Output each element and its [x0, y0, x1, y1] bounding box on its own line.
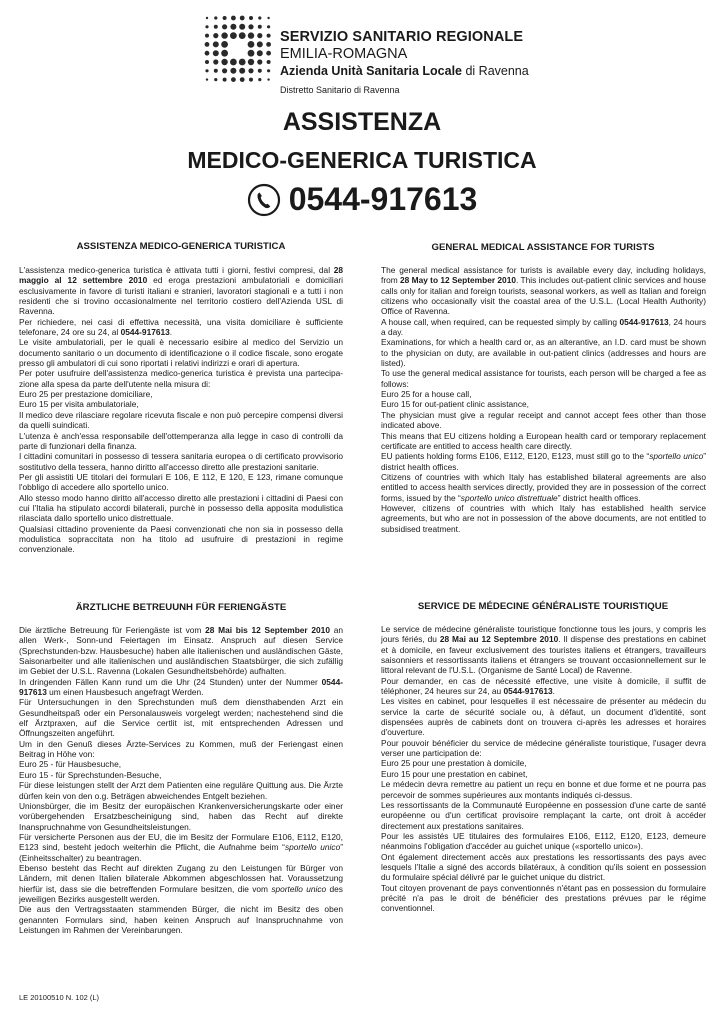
- section-body-english: [381, 265, 706, 534]
- paragraph: Euro 25 - für Hausbesuche,: [19, 759, 122, 770]
- org-name-line3-rest: di Ravenna: [462, 64, 529, 78]
- paragraph: Per gli assistiti UE titolari dei formulari E 106, E 112, E 120, E 123, rimane comunque l'obbligo di accedere allo sportello unico.: [19, 471, 343, 493]
- dot-grid-logo-icon: [203, 14, 273, 84]
- paragraph: Für versicherte Personen aus der EU, die im Besitz der Formulare E106, E112, E120, E123 sind, besteht jedoch weiterhin die Pflicht, die Aufnahme beim “sportello unico” (Einheitsschalter) zu beantragen.: [19, 831, 343, 863]
- org-name-line2: EMILIA-ROMAGNA: [280, 46, 408, 62]
- section-body-german: [19, 625, 343, 935]
- paragraph: Le visite ambulatoriali, per le quali è necessario esibire al medico del Servizio un documento sanitario o un documento di identificazione o il codice fiscale, sono erogate presso gli ambulatori di cui sono riportati i relativi indirizzi e orari di apertura.: [19, 337, 343, 369]
- org-name-line3: [280, 64, 529, 78]
- phone-number: 0544-917613: [288, 181, 478, 217]
- paragraph: Ebenso besteht das Recht auf direkten Zugang zu den Leistungen für Bürger von Ländern, mit denen Italien bilaterale Abkommen abgeschlossen hat. Voraussetzung hierfür ist, dass sie die betreffenden Formulare besitzen, die vom sportello unico des jeweiligen Bezirks ausgestellt werden.: [19, 862, 343, 904]
- paragraph: Euro 25 per prestazione domiciliare,: [19, 389, 153, 400]
- document-code: LE 20100510 N. 102 (L): [19, 993, 100, 1002]
- page-title-line1: ASSISTENZA: [282, 108, 442, 136]
- phone-banner: [0, 181, 724, 218]
- paragraph: Pour demander, en cas de nécessité effective, une visite à domicile, il suffit de téléphoner, 24 heures sur 24, au 0544-917613.: [381, 675, 706, 697]
- paragraph: The general medical assistance for turists is available every day, including holidays, from 28 May to 12 September 2010. This includes out-patient clinic services and house calls only for italian and foreign tourists, seasonal workers, as well as Italian and foreign citizens who occasionally visit the coastal area of the U.S.L. (Local Health Authority) Office of Ravenna.: [381, 265, 707, 317]
- paragraph: The physician must give a regular receipt and cannot accept fees other than those indicated above.: [381, 409, 706, 431]
- section-heading-italian: ASSISTENZA MEDICO-GENERICA TURISTICA: [76, 241, 286, 252]
- paragraph: Allo stesso modo hanno diritto all'accesso diretto alle prestazioni i cittadini di Paesi con cui l'Italia ha stipulato accordi bilaterali, purchè in possesso della apposita modulistica rilasciata dallo sportello unico distrettuale.: [19, 492, 343, 524]
- paragraph: Euro 15 for out-patient clinic assistance,: [381, 399, 529, 410]
- section-body-italian: [19, 265, 343, 555]
- paragraph: L'assistenza medico-generica turistica è attivata tutti i giorni, festivi compresi, dal 28 maggio al 12 settembre 2010 ed eroga prestazioni ambulatoriali e domiciliari esclusivamente in favore di turisti italiani e stranieri, lavoratori stagionali e a tutti i non residenti che si trovino occasionalmente nel territorio costiero dell'Azienda USL di Ravenna.: [19, 265, 344, 317]
- paragraph: Unionsbürger, die im Besitz der europäischen Krankenversicherungskarte oder einer vorübergehenden Ersatzbescheinigung sind, haben das Recht auf direkte Inanspruchnahme von Gesundheitsleistungen.: [19, 800, 343, 832]
- paragraph: Für Untersuchungen in den Sprechstunden muß dem diensthabenden Arzt ein Gesundheitspaß oder ein Personalausweis vorgelegt werden; nachestehend sind die elf Ärztpraxen, auf die Service certlit ist, mit entsprechenden Adressen und Öffnungszeiten angeführt.: [19, 697, 343, 739]
- paragraph: Für diese leistungen stellt der Arzt dem Patienten eine reguläre Quittung aus. Die Ärzte dürfen kein von den o.g. Beträgen abweichendes Entgelt beziehen.: [19, 780, 343, 801]
- paragraph: Euro 15 per visita ambulatoriale,: [19, 399, 139, 410]
- paragraph: Die aus den Vertragsstaaten stammenden Bürger, die nicht im Besitz des oben genannten Formulars sind, haben keinen Anspruch auf Inanspruchnahme von Leistungen im Rahmen der Vereinbarungen.: [19, 904, 343, 935]
- paragraph: Le médecin devra remettre au patient un reçu en bonne et due forme et ne pourra pas percevoir de sommes supérieures aux montants indiqués ci-dessus.: [381, 779, 706, 800]
- paragraph: This means that EU citizens holding a European health card or temporary replacement certificate are entitled to access health care directly.: [381, 430, 706, 451]
- paragraph: Die ärztliche Betreuung für Feriengäste ist vom 28 Mai bis 12 September 2010 an allen Werk-, Sonn-und Feiertagen im Einsatz. Anspruch auf diesen Service (Sprechstunden-bzw. Hausbesuche) haben alle italienischen und ausländischen Gäste, Saisonarbeiter und alle italienischen und ausländischen Staatsbürger, die sich zufällig im Gebiet der U.S.L. Ravenna (Lokalen Gesundheitsbehörde) aufhalten.: [19, 625, 343, 677]
- org-name-line3-bold: Azienda Unità Sanitaria Locale: [280, 64, 462, 78]
- section-heading-french: SERVICE DE MÉDECINE GÉNÉRALISTE TOURISTIQUE: [417, 601, 669, 612]
- paragraph: Les ressortissants de la Communauté Européenne en possession d'une carte de santé européenne ou d'un certificat provisoire remplaçant la carte, ont droit à accéder directement aux prestations sanitaires.: [381, 799, 706, 831]
- paragraph: Euro 15 pour une prestation en cabinet,: [381, 768, 528, 779]
- paragraph: Qualsiasi cittadino proveniente da Paesi convenzionati che non sia in possesso della modulistica sopraccitata non ha titolo ad usufruire di prestazioni in regime convenzionale.: [19, 523, 343, 555]
- paragraph: L'utenza è anch'essa responsabile dell'ottemperanza alla legge in caso di controlli da parte di funzionari della finanza.: [19, 430, 343, 451]
- section-body-french: [381, 624, 706, 914]
- paragraph: I cittadini comunitari in possesso di tessera sanitaria europea o di certificato provvisorio sostitutivo della tessera, hanno diritto all'accesso diretto alle prestazioni sanitarie.: [19, 451, 343, 472]
- paragraph: Euro 25 pour une prestation à domicile,: [381, 758, 527, 769]
- paragraph: Pour pouvoir bénéficier du service de médecine généraliste touristique, l'usager devra verser une participation de:: [381, 737, 706, 759]
- paragraph: Per poter usufruire dell'assistenza medico-generica turistica è prevista una partecipa-zione alla spesa da parte dell'utente nella misura di:: [19, 368, 343, 389]
- section-heading-german: ÄRZTLICHE BETREUUNH FÜR FERIENGÄSTE: [75, 602, 287, 613]
- paragraph: Il medico deve rilasciare regolare ricevuta fiscale e non può percepire compensi diversi da quelli suindicati.: [19, 409, 343, 431]
- paragraph: To use the general medical assistance for tourists, each person will be charged a fee as follows:: [381, 368, 706, 389]
- district-name: Distretto Sanitario di Ravenna: [280, 85, 400, 95]
- section-heading-english: GENERAL MEDICAL ASSISTANCE FOR TURISTS: [431, 242, 655, 253]
- paragraph: Examinations, for which a health card or, as an alterantive, an I.D. card must be shown to the physician on duty, are available in out-patient clinics (addresses and hours are listed).: [381, 337, 706, 369]
- paragraph: Tout citoyen provenant de pays conventionnés n'étant pas en possession du formulaire précité n'a pas le droit de bénéficier des prestations prévues par le régime conventionnel.: [381, 882, 706, 914]
- paragraph: However, citizens of countries with which Italy has established health service agreements, but who are not in possession of the above documents, are not entitled to subsidised treatment.: [381, 502, 706, 534]
- paragraph: Euro 25 for a house call,: [381, 389, 472, 400]
- paragraph: Le service de médecine généraliste touristique fonctionne tous les jours, y compris les jours fériés, du 28 Mai au 12 Septembre 2010. Il dispense des prestations en cabinet et à domicile, en faveur exclusivement des touristes italiens et étrangers, travailleurs saisonniers et ressortissants italiens et étrangers se trouvant occasionnellement sur le littoral relevant de l'U.S.L. (Organisme de Santé Local) de Ravenne.: [381, 624, 707, 676]
- paragraph: Um in den Genuß dieses Ärzte-Services zu Kommen, muß der Feriengast einen Beitrag in Höhe von:: [19, 738, 343, 760]
- paragraph: In dringenden Fällen Kann rund um die Uhr (24 Stunden) unter der Nummer 0544-917613 um einen Hausbesuch angefragt Werden.: [19, 676, 343, 698]
- page-title-line2: MEDICO-GENERICA TURISTICA: [187, 147, 537, 173]
- paragraph: Les visites en cabinet, pour lesquelles il est nécessaire de présenter au médecin du service la carte de sécurité sociale ou, à défaut, un document d'identité, sont dispensées auprès de cabinets dont on trouvera ci-après les adresses et horaires d'ouverture.: [381, 696, 706, 738]
- paragraph: Ont également directement accès aux prestations les ressortissants des pays avec lesquels l'Italie a signé des accords bilatéraux, à condition qu'ils soient en possession du formulaire spécial délivré par le guichet unique du district.: [381, 851, 706, 883]
- paragraph: Euro 15 - für Sprechstunden-Besuche,: [19, 769, 162, 780]
- paragraph: A house call, when required, can be requested simply by calling 0544-917613, 24 hours a day.: [381, 316, 706, 338]
- paragraph: Citizens of countries with which Italy has established bilateral agreements are also entitled to access health services directly, provided they are in possession of the correct forms, issued by the “sportello unico distrettuale” district health offices.: [381, 471, 706, 503]
- paragraph: Per richiedere, nei casi di effettiva necessità, una visita domiciliare è sufficiente telefonare, 24 ore su 24, al 0544-917613.: [19, 316, 343, 338]
- paragraph: EU patients holding forms E106, E112, E120, E123, must still go to the “sportello unico” district health offices.: [381, 451, 706, 472]
- telephone-icon: [247, 183, 281, 217]
- org-name-line1: SERVIZIO SANITARIO REGIONALE: [280, 29, 524, 45]
- paragraph: Pour les assistés UE titulaires des formulaires E106, E112, E120, E123, demeure néanmoins l'obligation d'accéder au guichet unique («sportello unico»).: [381, 830, 706, 852]
